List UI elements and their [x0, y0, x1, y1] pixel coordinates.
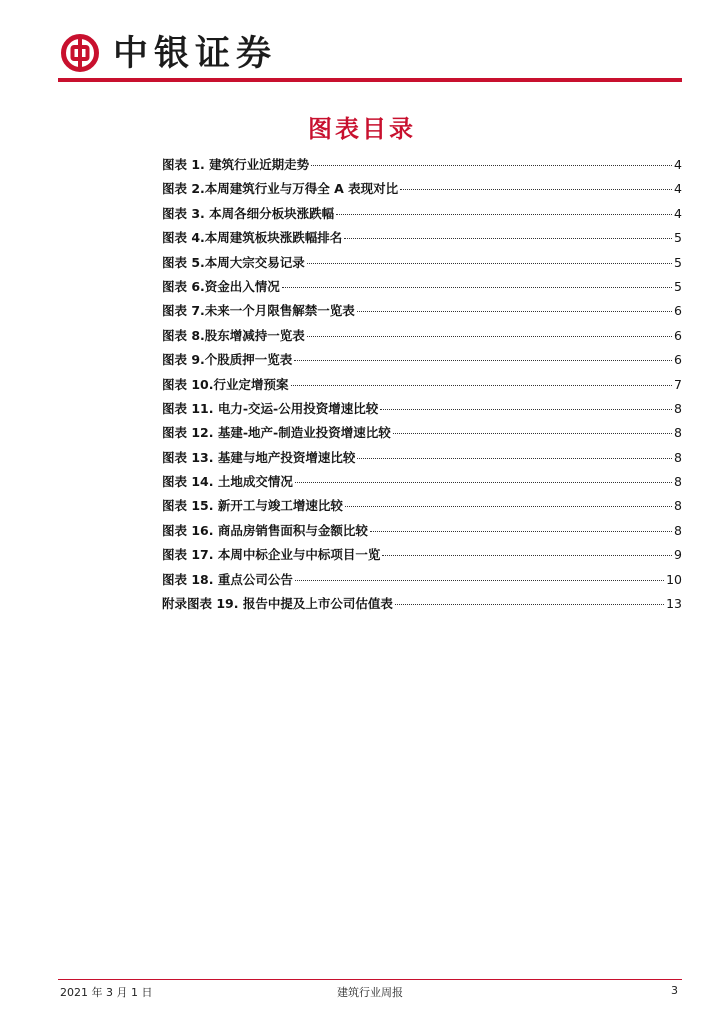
toc-dot-leader	[307, 336, 672, 337]
footer-page-number: 3	[671, 984, 678, 997]
toc-dot-leader	[311, 165, 672, 166]
toc-entry[interactable]	[162, 448, 682, 472]
toc-entry-page: 6	[674, 303, 682, 319]
bank-of-china-logo-icon	[60, 33, 100, 73]
toc-entry-label: 图表 8.股东增减持一览表	[162, 327, 305, 343]
toc-dot-leader	[357, 311, 672, 312]
toc-entry-page: 4	[674, 205, 682, 221]
toc-entry-label: 图表 17. 本周中标企业与中标项目一览	[162, 547, 381, 563]
toc-entry-label: 图表 11. 电力-交运-公用投资增速比较	[162, 400, 379, 416]
header-divider	[58, 78, 682, 82]
toc-dot-leader	[282, 287, 672, 288]
brand-name: 中银证券	[113, 33, 278, 74]
toc-entry[interactable]	[162, 301, 682, 325]
toc-entry-page: 8	[674, 522, 682, 538]
page-footer	[58, 983, 682, 1001]
toc-dot-leader	[345, 506, 672, 507]
toc-dot-leader	[307, 263, 672, 264]
toc-entry[interactable]	[162, 326, 682, 350]
toc-entry-page: 5	[674, 230, 682, 246]
toc-entry-page: 13	[666, 596, 682, 612]
footer-date: 2021 年 3 月 1 日	[60, 986, 153, 999]
toc-entry[interactable]	[162, 545, 682, 569]
toc-dot-leader	[380, 409, 672, 410]
toc-entry-label: 图表 5.本周大宗交易记录	[162, 254, 305, 270]
toc-dot-leader	[400, 189, 672, 190]
toc-list	[162, 155, 682, 618]
toc-dot-leader	[382, 555, 672, 556]
toc-entry-label: 图表 13. 基建与地产投资增速比较	[162, 449, 356, 465]
toc-entry-page: 5	[674, 254, 682, 270]
toc-entry-label: 图表 3. 本周各细分板块涨跌幅	[162, 205, 335, 221]
toc-entry-page: 6	[674, 327, 682, 343]
toc-entry-label: 图表 1. 建筑行业近期走势	[162, 157, 310, 172]
toc-entry-page: 8	[674, 498, 682, 514]
toc-entry-page: 4	[674, 157, 682, 172]
toc-entry-label: 图表 2.本周建筑行业与万得全 A 表现对比	[162, 181, 399, 197]
toc-dot-leader	[395, 604, 664, 605]
toc-dot-leader	[294, 360, 672, 361]
toc-entry-label: 图表 9.个股质押一览表	[162, 352, 293, 368]
toc-dot-leader	[291, 385, 673, 386]
toc-entry-label: 图表 4.本周建筑板块涨跌幅排名	[162, 230, 343, 246]
toc-entry[interactable]	[162, 375, 682, 399]
toc-entry-label: 图表 7.未来一个月限售解禁一览表	[162, 303, 355, 319]
toc-entry-page: 5	[674, 278, 682, 294]
toc-entry-page: 10	[666, 571, 682, 587]
toc-entry[interactable]	[162, 179, 682, 203]
toc-entry-page: 8	[674, 474, 682, 490]
toc-entry-page: 4	[674, 181, 682, 197]
toc-entry-page: 8	[674, 400, 682, 416]
toc-entry-label: 图表 15. 新开工与竣工增速比较	[162, 498, 343, 514]
toc-entry[interactable]	[162, 155, 682, 179]
toc-dot-leader	[393, 433, 672, 434]
toc-entry-label: 图表 14. 土地成交情况	[162, 474, 293, 490]
toc-entry[interactable]	[162, 423, 682, 447]
footer-divider	[58, 979, 682, 980]
footer-report-name: 建筑行业周报	[337, 986, 403, 999]
toc-entry[interactable]	[162, 472, 682, 496]
toc-dot-leader	[295, 580, 664, 581]
toc-entry-page: 9	[674, 547, 682, 563]
toc-entry[interactable]	[162, 399, 682, 423]
toc-entry-page: 8	[674, 449, 682, 465]
toc-entry[interactable]	[162, 521, 682, 545]
toc-entry[interactable]	[162, 594, 682, 618]
toc-entry[interactable]	[162, 570, 682, 594]
toc-entry[interactable]	[162, 350, 682, 374]
toc-dot-leader	[344, 238, 672, 239]
toc-entry-label: 图表 6.资金出入情况	[162, 278, 280, 294]
toc-dot-leader	[357, 458, 672, 459]
toc-entry-label: 图表 12. 基建-地产-制造业投资增速比较	[162, 425, 391, 441]
toc-entry-page: 6	[674, 352, 682, 368]
toc-entry-page: 7	[674, 376, 682, 392]
toc-entry-label: 图表 18. 重点公司公告	[162, 571, 293, 587]
toc-entry[interactable]	[162, 228, 682, 252]
toc-entry[interactable]	[162, 204, 682, 228]
toc-entry-label: 图表 10.行业定增预案	[162, 376, 289, 392]
toc-entry-label: 附录图表 19. 报告中提及上市公司估值表	[162, 596, 393, 612]
toc-dot-leader	[370, 531, 672, 532]
toc-entry[interactable]	[162, 496, 682, 520]
toc-entry[interactable]	[162, 277, 682, 301]
toc-dot-leader	[295, 482, 672, 483]
toc-entry-label: 图表 16. 商品房销售面积与金额比较	[162, 522, 368, 538]
toc-entry-page: 8	[674, 425, 682, 441]
toc-title: 图表目录	[308, 114, 416, 143]
toc-entry[interactable]	[162, 253, 682, 277]
toc-dot-leader	[336, 214, 672, 215]
page-header	[58, 30, 682, 78]
